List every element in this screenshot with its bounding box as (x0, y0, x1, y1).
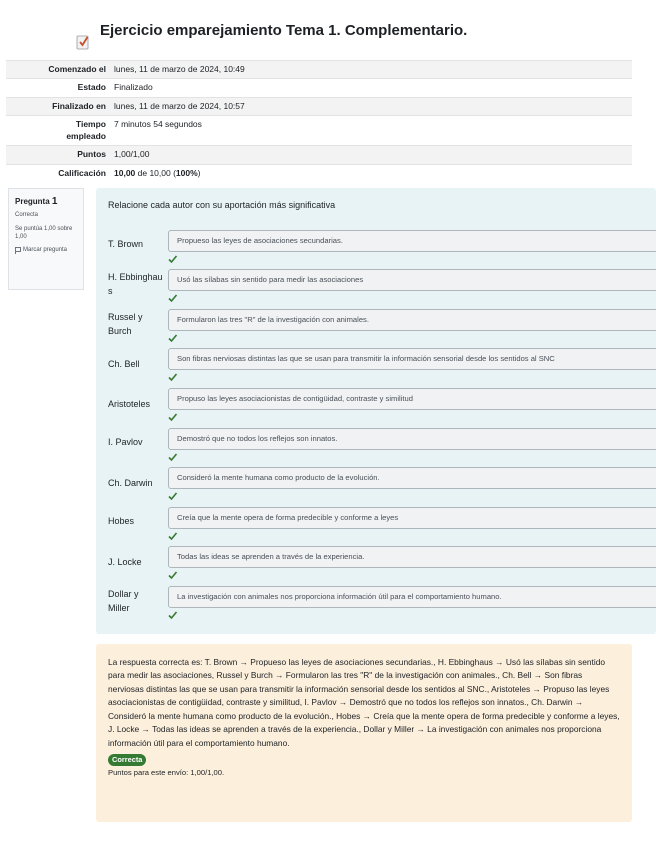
match-author: I. Pavlov (108, 437, 143, 447)
page-title-wrap (76, 22, 636, 52)
question-info (8, 188, 84, 290)
match-answer-select[interactable]: Formularon las tres "R" de la investigación con animales. (168, 309, 656, 331)
check-icon (168, 412, 178, 422)
check-icon (168, 452, 178, 462)
match-author: Ch. Darwin (108, 478, 153, 488)
summary-value: Finalizado (114, 82, 153, 93)
right-answer-feedback (96, 644, 632, 822)
match-answer-select[interactable]: La investigación con animales nos proporciona información útil para el comportamiento humano. (168, 586, 656, 608)
summary-label: Comenzado el (48, 64, 106, 74)
check-icon (168, 333, 178, 343)
match-answer-select[interactable]: Propuso las leyes asociacionistas de contigüidad, contraste y similitud (168, 388, 656, 410)
question-text: Relacione cada autor con su aportación más significativa (108, 200, 336, 210)
match-row (108, 426, 656, 464)
summary-value: 7 minutos 54 segundos (114, 119, 202, 130)
match-row (108, 307, 656, 345)
summary-label: Estado (77, 82, 106, 93)
question-grade: Se puntúa 1,00 sobre 1,00 (15, 225, 73, 240)
grade-value: 10,00 (114, 167, 136, 178)
match-row (108, 544, 656, 582)
match-answer-select[interactable]: Consideró la mente humana como producto de la evolución. (168, 467, 656, 489)
grade-of: de 10,00 ( (135, 167, 176, 178)
summary-row-time (6, 116, 632, 146)
check-icon (168, 531, 178, 541)
attempt-summary-table (6, 60, 632, 183)
question-state: Correcta (15, 212, 39, 218)
summary-value: lunes, 11 de marzo de 2024, 10:49 (114, 64, 245, 74)
summary-row-state (6, 79, 632, 97)
match-row (108, 584, 656, 622)
flag-question-label: Marcar pregunta (23, 247, 68, 254)
question-content (96, 188, 656, 634)
summary-value: lunes, 11 de marzo de 2024, 10:57 (114, 100, 245, 111)
summary-row-grade (6, 164, 632, 183)
check-icon (168, 293, 178, 303)
right-answer-text: La respuesta correcta es: T. Brown → Propueso las leyes de asociaciones secundarias., H. Ebbinghaus → Usó las sílabas sin sentido para medir las asociaciones, Russel y Burch → Formularon las tres "R" de la investigación con animales., Ch. Bell → Son fibras nerviosas distintas las que se usan para transmitir la información sensorial desde los sentidos al SNC., Aristoteles → Propuso las leyes asociacionistas de contigüidad, contraste y similitud, I. Pavlov → Demostró que no todos los reflejos son innatos., Ch. Darwin → Consideró la mente humana como producto de la evolución., Hobes → Creía que la mente opera de forma predecible y conforme a leyes, J. Locke → Todas las ideas se aprenden a través de la experiencia., Dollar y Miller → La investigación con animales nos proporciona información útil para el comportamiento humano. (108, 657, 620, 748)
question-number-prefix: Pregunta (15, 197, 52, 206)
match-author: Russel y Burch (108, 312, 143, 336)
grade-close: ) (197, 167, 201, 178)
match-row (108, 267, 656, 305)
match-author: J. Locke (108, 557, 142, 567)
summary-value (110, 164, 632, 183)
points-submission: Puntos para este envío: 1,00/1,00. (108, 767, 225, 777)
match-answer-select[interactable]: Demostró que no todos los reflejos son innatos. (168, 428, 656, 450)
summary-row-started (6, 61, 632, 79)
match-author: Ch. Bell (108, 359, 140, 369)
flag-icon (15, 247, 21, 254)
summary-row-finished (6, 97, 632, 115)
match-answer-select[interactable]: Propueso las leyes de asociaciones secundarias. (168, 230, 656, 252)
check-icon (168, 570, 178, 580)
check-icon (168, 491, 178, 501)
summary-label: Puntos (77, 149, 106, 160)
check-icon (168, 610, 178, 620)
match-author: T. Brown (108, 239, 144, 249)
match-answer-select[interactable]: Usó las sílabas sin sentido para medir las asociaciones (168, 269, 656, 291)
match-answer-select[interactable]: Son fibras nerviosas distintas las que se usan para transmitir la información sensorial desde los sentidos al SNC (168, 348, 656, 370)
summary-label: Calificación (58, 167, 106, 178)
summary-label: Tiempo empleado (66, 119, 106, 141)
check-icon (168, 254, 178, 264)
match-row (108, 505, 656, 543)
question-number-value: 1 (51, 196, 58, 207)
match-row (108, 465, 656, 503)
match-author: H. Ebbinghaus (108, 272, 163, 296)
page-title: Ejercicio emparejamiento Tema 1. Complementario. (100, 22, 468, 39)
match-row (108, 346, 656, 384)
check-icon (168, 372, 178, 382)
match-author: Aristoteles (108, 399, 151, 409)
question-number (15, 195, 77, 208)
grade-percent: 100% (175, 167, 198, 178)
match-answer-select[interactable]: Todas las ideas se aprenden a través de la experiencia. (168, 546, 656, 568)
match-author: Hobes (108, 516, 135, 526)
match-author: Dollar y Miller (108, 589, 139, 613)
match-row (108, 228, 656, 266)
match-answer-select[interactable]: Creía que la mente opera de forma predecible y conforme a leyes (168, 507, 656, 529)
correct-badge: Correcta (108, 754, 146, 766)
quiz-icon (76, 32, 90, 50)
summary-label: Finalizado en (52, 100, 106, 111)
match-row (108, 386, 656, 424)
flag-question-link[interactable] (15, 247, 77, 255)
summary-value: 1,00/1,00 (114, 149, 150, 160)
summary-row-points (6, 146, 632, 164)
